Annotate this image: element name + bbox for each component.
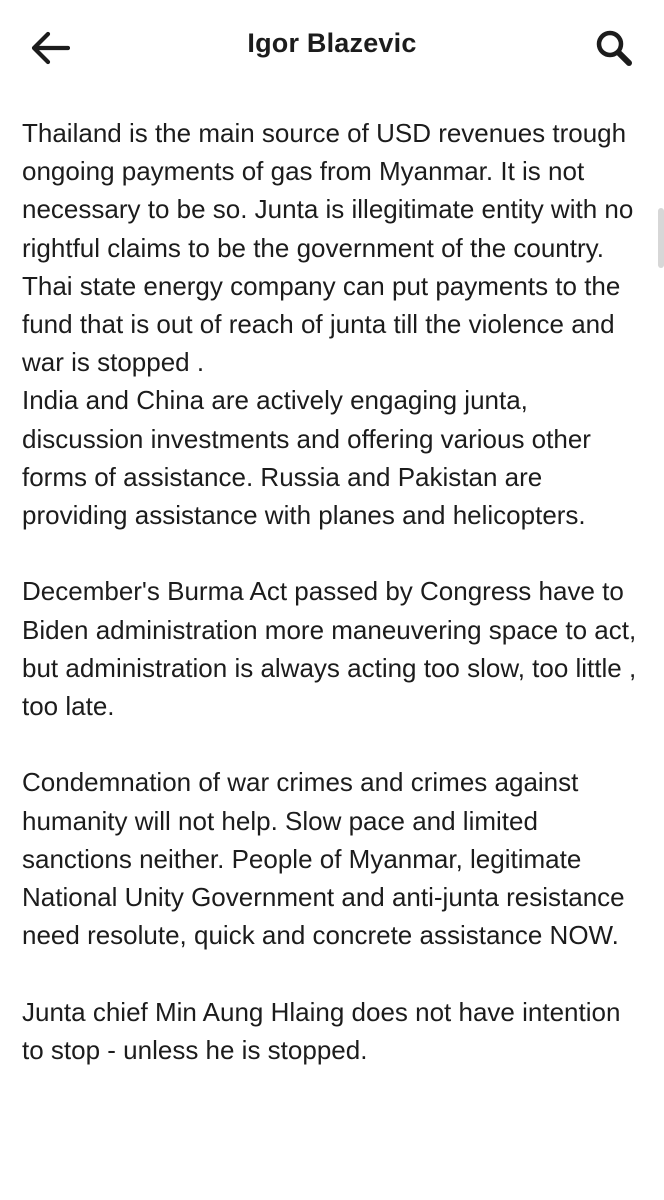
post-paragraph: Junta chief Min Aung Hlaing does not have intention to stop - unless he is stopped. [22,996,621,1065]
search-icon [595,29,633,67]
page-title: Igor Blazevic [247,28,417,58]
top-app-bar [0,0,664,96]
post-paragraph: Thailand is the main source of USD revenues trough ongoing payments of gas from Myanmar. It is not necessary to be so. Junta is illegitimate entity with no rightful claims to be the government of the country. Thai state energy company can put payments to the fund that is out of reach of junta till the violence and war is stopped . [22,118,634,378]
post-paragraph: Condemnation of war crimes and crimes against humanity will not help. Slow pace and limited sanctions neither. People of Myanmar, legitimate National Unity Government and anti-junta resistance need resolute, quick and concrete assistance NOW. [22,767,625,951]
post-paragraph: December's Burma Act passed by Congress have to Biden administration more maneuvering space to act, but administration is always acting too slow, too little , too late. [22,576,637,722]
scrollbar-thumb[interactable] [658,208,664,268]
search-button[interactable] [588,24,640,72]
post-paragraph: India and China are actively engaging junta, discussion investments and offering various other forms of assistance. Russia and Pakistan are providing assistance with planes and helicopters. [22,385,591,531]
post-body [22,114,647,1107]
